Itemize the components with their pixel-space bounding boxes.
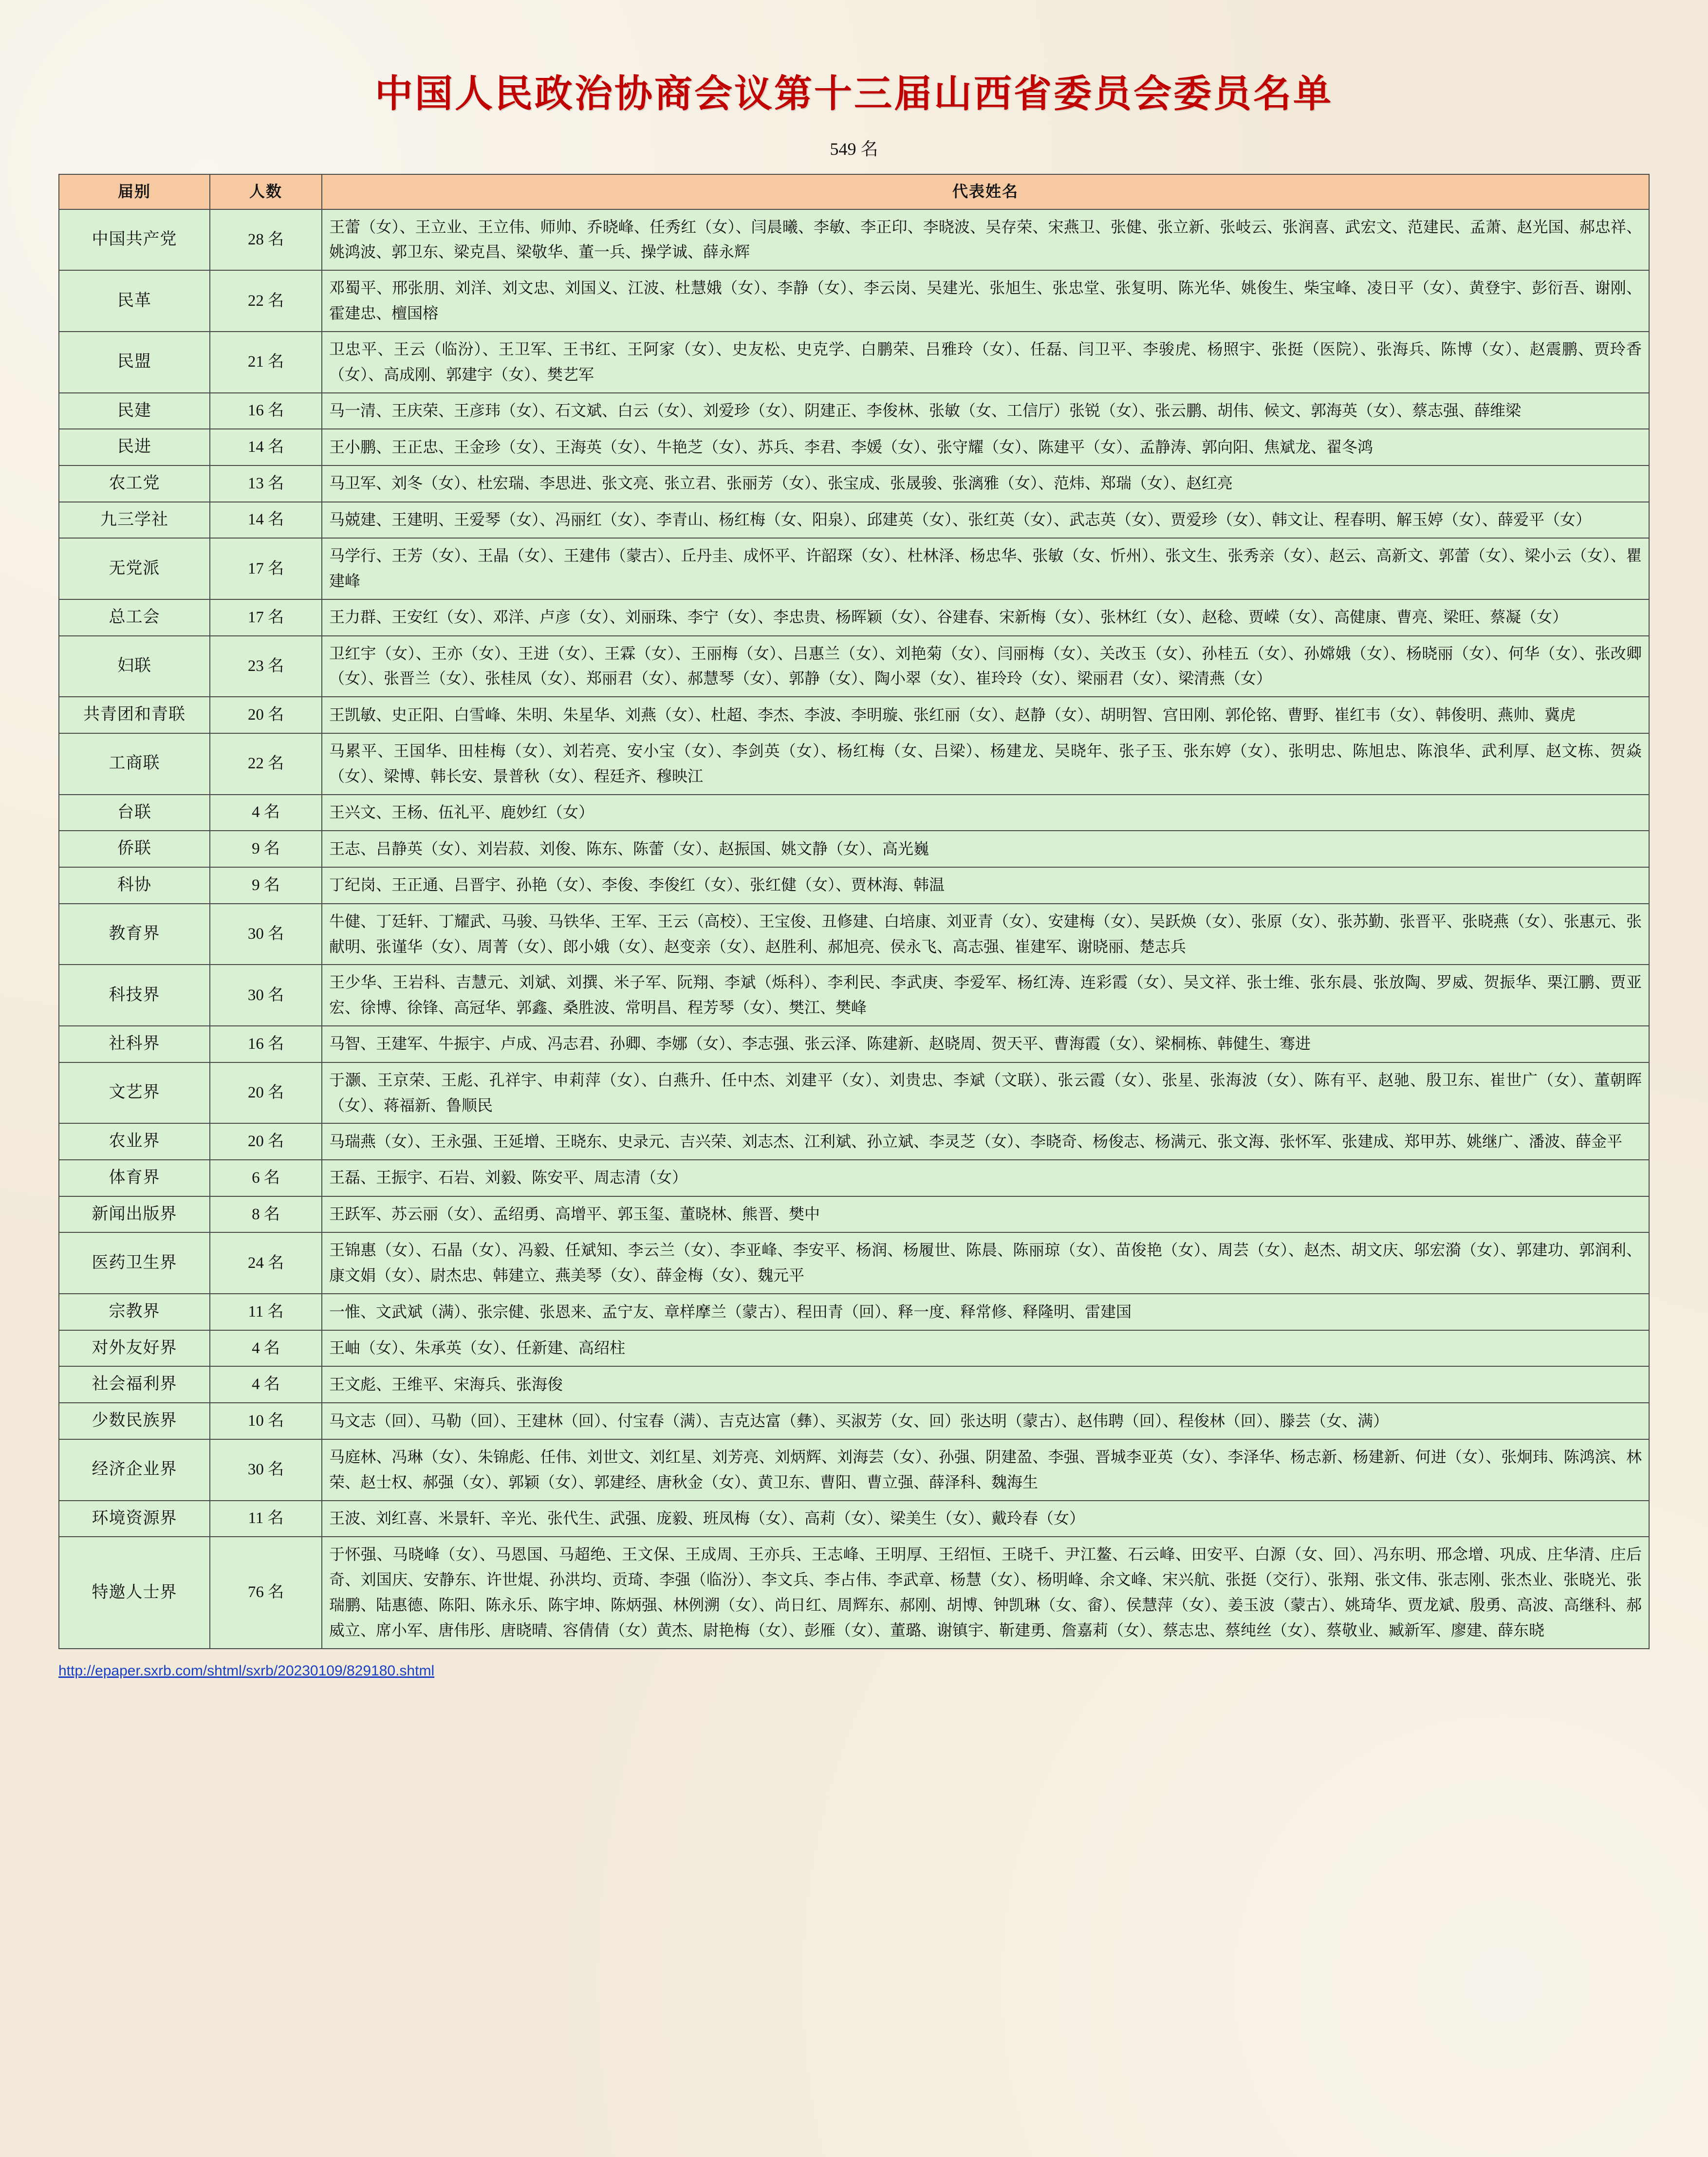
- header-row: [59, 174, 1649, 209]
- member-names: 于怀强、马晓峰（女）、马恩国、马超绝、王文保、王成周、王亦兵、王志峰、王明厚、王绍恒、王晓千、尹江鳌、石云峰、田安平、白源（女、回）、冯东明、邢念增、巩成、庄华清、庄后奇、刘国庆、安静东、许世焜、孙洪均、贡琦、李强（临汾）、李文兵、李占伟、李武章、杨慧（女）、杨明峰、余文峰、宋兴航、张挺（交行）、张翔、张文伟、张志刚、张杰业、张晓光、张瑞鹏、陆惠德、陈阳、陈永乐、陈宇坤、陈炳强、林例溯（女）、尚日红、周辉东、郝刚、胡博、钟凯琳（女、畲）、侯慧萍（女）、姜玉波（蒙古）、姚琦华、贾龙斌、殷勇、高波、高继科、郝威立、席小军、唐伟彤、唐晓晴、容倩倩（女）黄杰、尉艳梅（女）、彭雁（女）、董璐、谢镇宇、靳建勇、詹嘉莉（女）、蔡志忠、蔡纯丝（女）、蔡敬业、臧新军、廖建、薛东晓: [322, 1537, 1649, 1648]
- group-name: 对外友好界: [59, 1330, 210, 1367]
- group-count: 6 名: [210, 1160, 322, 1196]
- group-count: 9 名: [210, 831, 322, 867]
- source-link[interactable]: http://epaper.sxrb.com/shtml/sxrb/20230109/829180.shtml: [58, 1662, 435, 1679]
- group-count: 4 名: [210, 795, 322, 831]
- column-header-count: 人数: [210, 174, 322, 209]
- group-name: 环境资源界: [59, 1501, 210, 1537]
- group-count: 14 名: [210, 502, 322, 539]
- group-count: 9 名: [210, 867, 322, 904]
- roster-table: [58, 174, 1650, 1649]
- table-row: [59, 795, 1649, 831]
- group-name: 少数民族界: [59, 1403, 210, 1439]
- group-name: 妇联: [59, 636, 210, 697]
- group-count: 4 名: [210, 1330, 322, 1367]
- group-count: 76 名: [210, 1537, 322, 1648]
- member-names: 马学行、王芳（女）、王晶（女）、王建伟（蒙古）、丘丹圭、成怀平、许韶琛（女）、杜林泽、杨忠华、张敏（女、忻州）、张文生、张秀亲（女）、赵云、高新文、郭蕾（女）、梁小云（女）、瞿建峰: [322, 538, 1649, 599]
- group-name: 经济企业界: [59, 1439, 210, 1501]
- member-names: 一惟、文武斌（满）、张宗健、张恩来、孟宁友、章样摩兰（蒙古）、程田青（回）、释一度、释常修、释隆明、雷建国: [322, 1294, 1649, 1330]
- group-name: 民建: [59, 393, 210, 429]
- member-names: 王磊、王振宇、石岩、刘毅、陈安平、周志清（女）: [322, 1160, 1649, 1196]
- member-names: 马智、王建军、牛振宇、卢成、冯志君、孙卿、李娜（女）、李志强、张云泽、陈建新、赵晓周、贺天平、曹海霞（女）、梁桐栋、韩健生、骞进: [322, 1026, 1649, 1062]
- member-names: 邓蜀平、邢张朋、刘洋、刘文忠、刘国义、江波、杜慧娥（女）、李静（女）、李云岗、吴建光、张旭生、张忠堂、张复明、陈光华、姚俊生、柴宝峰、凌日平（女）、黄登宇、彭衍吾、谢刚、霍建忠、檀国榕: [322, 270, 1649, 332]
- table-body: [59, 209, 1649, 1649]
- table-row: [59, 1160, 1649, 1196]
- table-row: [59, 697, 1649, 733]
- group-count: 17 名: [210, 538, 322, 599]
- table-row: [59, 1501, 1649, 1537]
- member-names: 丁纪岗、王正通、吕晋宇、孙艳（女）、李俊、李俊红（女）、张红健（女）、贾林海、韩温: [322, 867, 1649, 904]
- table-row: [59, 867, 1649, 904]
- group-name: 社会福利界: [59, 1366, 210, 1403]
- group-count: 21 名: [210, 332, 322, 393]
- group-name: 总工会: [59, 599, 210, 636]
- group-name: 科技界: [59, 965, 210, 1026]
- group-name: 教育界: [59, 904, 210, 965]
- member-names: 马累平、王国华、田桂梅（女）、刘若亮、安小宝（女）、李剑英（女）、杨红梅（女、吕梁）、杨建龙、吴晓年、张子玉、张东婷（女）、张明忠、陈旭忠、陈浪华、武利厚、赵文栋、贺焱（女）、梁博、韩长安、景普秋（女）、程廷齐、穆映江: [322, 733, 1649, 795]
- group-count: 11 名: [210, 1294, 322, 1330]
- table-row: [59, 1294, 1649, 1330]
- table-row: [59, 332, 1649, 393]
- group-count: 30 名: [210, 965, 322, 1026]
- table-row: [59, 1439, 1649, 1501]
- table-row: [59, 1330, 1649, 1367]
- table-row: [59, 904, 1649, 965]
- table-row: [59, 1537, 1649, 1648]
- group-count: 10 名: [210, 1403, 322, 1439]
- member-names: 王凯敏、史正阳、白雪峰、朱明、朱星华、刘燕（女）、杜超、李杰、李波、李明璇、张红丽（女）、赵静（女）、胡明智、宫田刚、郭伦铭、曹野、崔红韦（女）、韩俊明、燕帅、冀虎: [322, 697, 1649, 733]
- table-row: [59, 209, 1649, 271]
- group-count: 20 名: [210, 1123, 322, 1160]
- group-count: 30 名: [210, 904, 322, 965]
- group-name: 农工党: [59, 465, 210, 502]
- table-row: [59, 831, 1649, 867]
- member-names: 牛健、丁廷轩、丁耀武、马骏、马铁华、王军、王云（高校）、王宝俊、丑修建、白培康、刘亚青（女）、安建梅（女）、吴跃焕（女）、张原（女）、张苏勤、张晋平、张晓燕（女）、张惠元、张献明、张谨华（女）、周菁（女）、郎小娥（女）、赵变亲（女）、赵胜利、郝旭亮、侯永飞、高志强、崔建军、谢晓丽、楚志兵: [322, 904, 1649, 965]
- table-row: [59, 599, 1649, 636]
- member-names: 马庭林、冯琳（女）、朱锦彪、任伟、刘世文、刘红星、刘芳亮、刘炳辉、刘海芸（女）、孙强、阴建盈、李强、晋城李亚英（女）、李泽华、杨志新、杨建新、何进（女）、张炯玮、陈鸿滨、林荣、赵士权、郝强（女）、郭颖（女）、郭建经、唐秋金（女）、黄卫东、曹阳、曹立强、薛泽科、魏海生: [322, 1439, 1649, 1501]
- table-row: [59, 429, 1649, 465]
- member-names: 卫红宇（女）、王亦（女）、王进（女）、王霖（女）、王丽梅（女）、吕惠兰（女）、刘艳菊（女）、闫丽梅（女）、关改玉（女）、孙桂五（女）、孙嫦娥（女）、杨晓丽（女）、何华（女）、张改卿（女）、张晋兰（女）、张桂凤（女）、郑丽君（女）、郝慧琴（女）、郭静（女）、陶小翠（女）、崔玲玲（女）、梁丽君（女）、梁清燕（女）: [322, 636, 1649, 697]
- group-name: 科协: [59, 867, 210, 904]
- table-row: [59, 270, 1649, 332]
- member-names: 于灏、王京荣、王彪、孔祥宇、申莉萍（女）、白燕升、任中杰、刘建平（女）、刘贵忠、李斌（文联）、张云霞（女）、张星、张海波（女）、陈有平、赵驰、殷卫东、崔世广（女）、董朝晖（女）、蒋福新、鲁顺民: [322, 1062, 1649, 1124]
- group-name: 体育界: [59, 1160, 210, 1196]
- table-row: [59, 636, 1649, 697]
- group-name: 工商联: [59, 733, 210, 795]
- member-names: 卫忠平、王云（临汾）、王卫军、王书红、王阿家（女）、史友松、史克学、白鹏荣、吕雅玲（女）、任磊、闫卫平、李骏虎、杨照宇、张挺（医院）、张海兵、陈博（女）、赵震鹏、贾玲香（女）、高成刚、郭建宇（女）、樊艺军: [322, 332, 1649, 393]
- table-row: [59, 1062, 1649, 1124]
- group-count: 22 名: [210, 733, 322, 795]
- group-count: 16 名: [210, 1026, 322, 1062]
- member-names: 马兢建、王建明、王爱琴（女）、冯丽红（女）、李青山、杨红梅（女、阳泉）、邱建英（女）、张红英（女）、武志英（女）、贾爱珍（女）、韩文让、程春明、解玉婷（女）、薛爱平（女）: [322, 502, 1649, 539]
- table-header: [59, 174, 1649, 209]
- member-names: 马卫军、刘冬（女）、杜宏瑞、李思进、张文亮、张立君、张丽芳（女）、张宝成、张晟骏、张漓雅（女）、范炜、郑瑞（女）、赵红亮: [322, 465, 1649, 502]
- total-count: 549 名: [830, 139, 878, 159]
- member-names: 马文志（回）、马勒（回）、王建林（回）、付宝春（满）、吉克达富（彝）、买淑芳（女、回）张达明（蒙古）、赵伟聘（回）、程俊林（回）、滕芸（女、满）: [322, 1403, 1649, 1439]
- table-row: [59, 538, 1649, 599]
- member-names: 王少华、王岩科、吉慧元、刘斌、刘撰、米子军、阮翔、李斌（烁科）、李利民、李武庚、李爱军、杨红涛、连彩霞（女）、吴文祥、张士维、张东晨、张放陶、罗威、贺振华、栗江鹏、贾亚宏、徐博、徐锋、高冠华、郭鑫、桑胜波、常明昌、程芳琴（女）、樊江、樊峰: [322, 965, 1649, 1026]
- group-name: 民盟: [59, 332, 210, 393]
- member-names: 王小鹏、王正忠、王金珍（女）、王海英（女）、牛艳芝（女）、苏兵、李君、李媛（女）、张守耀（女）、陈建平（女）、孟静涛、郭向阳、焦斌龙、翟冬鸿: [322, 429, 1649, 465]
- page-title: 中国人民政治协商会议第十三届山西省委员会委员名单: [374, 73, 1333, 115]
- column-header-names: 代表姓名: [322, 174, 1649, 209]
- group-count: 22 名: [210, 270, 322, 332]
- group-name: 民进: [59, 429, 210, 465]
- group-count: 20 名: [210, 697, 322, 733]
- group-count: 17 名: [210, 599, 322, 636]
- group-name: 社科界: [59, 1026, 210, 1062]
- group-name: 无党派: [59, 538, 210, 599]
- group-name: 文艺界: [59, 1062, 210, 1124]
- table-row: [59, 465, 1649, 502]
- group-count: 23 名: [210, 636, 322, 697]
- table-row: [59, 1026, 1649, 1062]
- table-row: [59, 502, 1649, 539]
- column-header-group: 届别: [59, 174, 210, 209]
- table-row: [59, 965, 1649, 1026]
- group-count: 4 名: [210, 1366, 322, 1403]
- table-row: [59, 1196, 1649, 1233]
- group-count: 11 名: [210, 1501, 322, 1537]
- group-count: 14 名: [210, 429, 322, 465]
- table-row: [59, 1403, 1649, 1439]
- member-names: 王蕾（女）、王立业、王立伟、师帅、乔晓峰、任秀红（女）、闫晨曦、李敏、李正印、李晓波、吴存荣、宋燕卫、张健、张立新、张岐云、张润喜、武宏文、范建民、孟萧、赵光国、郝忠祥、姚鸿波、郭卫东、梁克昌、梁敬华、董一兵、操学诚、薛永辉: [322, 209, 1649, 271]
- table-row: [59, 1366, 1649, 1403]
- table-row: [59, 733, 1649, 795]
- group-count: 24 名: [210, 1232, 322, 1294]
- group-name: 九三学社: [59, 502, 210, 539]
- group-name: 医药卫生界: [59, 1232, 210, 1294]
- group-name: 宗教界: [59, 1294, 210, 1330]
- table-row: [59, 1232, 1649, 1294]
- member-names: 王兴文、王杨、伍礼平、鹿妙红（女）: [322, 795, 1649, 831]
- group-name: 农业界: [59, 1123, 210, 1160]
- group-name: 侨联: [59, 831, 210, 867]
- group-name: 台联: [59, 795, 210, 831]
- group-count: 13 名: [210, 465, 322, 502]
- member-names: 马一清、王庆荣、王彦玮（女）、石文斌、白云（女）、刘爱珍（女）、阴建正、李俊林、张敏（女、工信厅）张锐（女）、张云鹏、胡伟、候文、郭海英（女）、蔡志强、薛维梁: [322, 393, 1649, 429]
- group-name: 新闻出版界: [59, 1196, 210, 1233]
- table-row: [59, 1123, 1649, 1160]
- group-count: 30 名: [210, 1439, 322, 1501]
- member-names: 王锦惠（女）、石晶（女）、冯毅、任斌知、李云兰（女）、李亚峰、李安平、杨润、杨履世、陈晨、陈丽琼（女）、苗俊艳（女）、周芸（女）、赵杰、胡文庆、邬宏漪（女）、郭建功、郭润利、康文娟（女）、尉杰忠、韩建立、燕美琴（女）、薛金梅（女）、魏元平: [322, 1232, 1649, 1294]
- member-names: 王文彪、王维平、宋海兵、张海俊: [322, 1366, 1649, 1403]
- member-names: 王跃军、苏云丽（女）、孟绍勇、高增平、郭玉玺、董晓林、熊晋、樊中: [322, 1196, 1649, 1233]
- member-names: 王岫（女）、朱承英（女）、任新建、高绍柱: [322, 1330, 1649, 1367]
- group-count: 20 名: [210, 1062, 322, 1124]
- member-names: 王志、吕静英（女）、刘岩菽、刘俊、陈东、陈蕾（女）、赵振国、姚文静（女）、高光巍: [322, 831, 1649, 867]
- member-names: 王力群、王安红（女）、邓洋、卢彦（女）、刘丽珠、李宁（女）、李忠贵、杨晖颖（女）、谷建春、宋新梅（女）、张林红（女）、赵稔、贾嵘（女）、高健康、曹亮、梁旺、蔡凝（女）: [322, 599, 1649, 636]
- group-name: 民革: [59, 270, 210, 332]
- group-name: 特邀人士界: [59, 1537, 210, 1648]
- group-name: 中国共产党: [59, 209, 210, 271]
- group-count: 28 名: [210, 209, 322, 271]
- table-row: [59, 393, 1649, 429]
- group-count: 8 名: [210, 1196, 322, 1233]
- group-name: 共青团和青联: [59, 697, 210, 733]
- member-names: 王波、刘红喜、米景轩、辛光、张代生、武强、庞毅、班凤梅（女）、高莉（女）、梁美生（女）、戴玲春（女）: [322, 1501, 1649, 1537]
- group-count: 16 名: [210, 393, 322, 429]
- member-names: 马瑞燕（女）、王永强、王延增、王晓东、史录元、吉兴荣、刘志杰、江利斌、孙立斌、李灵芝（女）、李晓奇、杨俊志、杨满元、张文海、张怀军、张建成、郑甲苏、姚继广、潘波、薛金平: [322, 1123, 1649, 1160]
